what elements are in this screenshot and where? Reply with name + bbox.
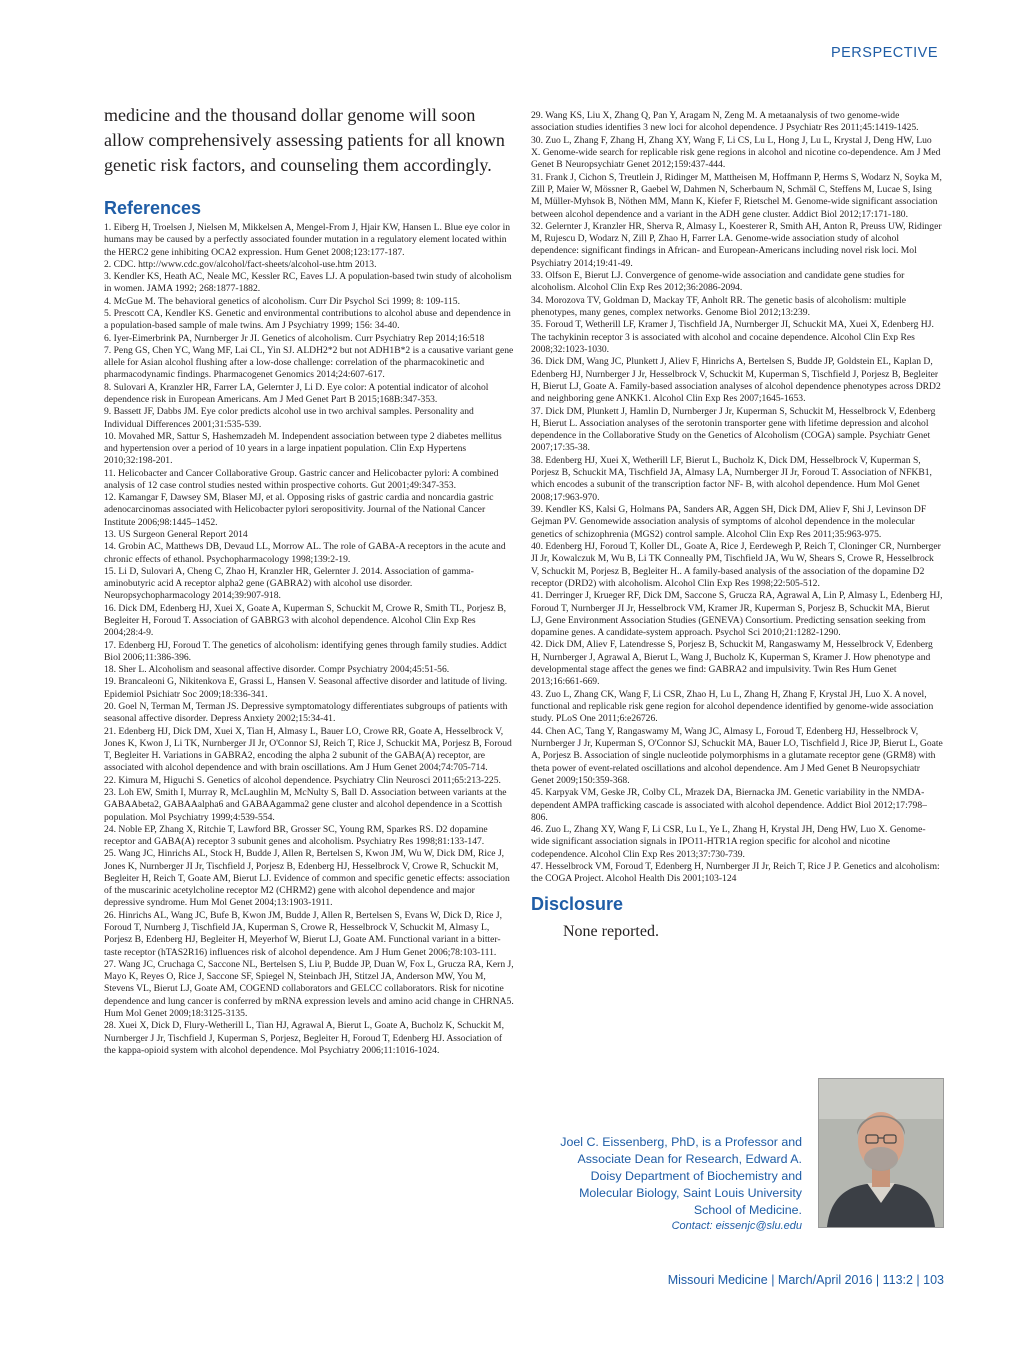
- intro-paragraph: medicine and the thousand dollar genome will soon allow comprehensively assessing patients for all known genetic risk factors, and counseling them accordingly.: [104, 105, 505, 175]
- reference-item: 15. Li D, Sulovari A, Cheng C, Zhao H, Kranzler HR, Gelernter J. 2014. Association of gamma- aminobutyric acid A receptor alpha2 gene (GABRA2) with alcohol use disorder. Neuropsychopharmacology 2014;39:907-918.: [104, 565, 474, 602]
- reference-item: 34. Morozova TV, Goldman D, Mackay TF, Anholt RR. The genetic basis of alcoholism: multiple phenotypes, many genes, complex networks. Genome Biol 2012;13:239.: [531, 294, 907, 318]
- reference-item: 41. Derringer J, Krueger RF, Dick DM, Saccone S, Grucza RA, Agrawal A, Lin P, Almasy L, Edenberg HJ, Foroud T, Nurnberger JI Jr, Hesselbrock VM, Kramer JR, Kuperman S, Porjesz B, Schuckit MA, Bierut LJ, Gene Environment Association Studies (GENEVA) Consortium. Predicting sensation seeking from dopamine genes. A candidate-system approach. Psychol Sci 2010;21:1282-1290.: [531, 590, 943, 639]
- reference-item: 2. CDC. http://www.cdc.gov/alcohol/fact-sheets/alcohol-use.htm 2013.: [104, 258, 377, 270]
- reference-item: 19. Brancaleoni G, Nikitenkova E, Grassi L, Hansen V. Seasonal affective disorder and latitude of living. Epidemiol Psichiatr Soc 2009;18:336-341.: [104, 676, 508, 700]
- reference-item: 44. Chen AC, Tang Y, Rangaswamy M, Wang JC, Almasy L, Foroud T, Edenberg HJ, Hesselbrock V, Nurnberger J Jr, Kuperman S, O'Connor SJ, Schuckit MA, Bauer LO, Tischfield J, Rice JP, Bierut L, Goate A, Porjesz B. Association of single nucleotide polymorphisms in a glutamate receptor gene (GRM8) with theta power of event-related oscillations and alcohol dependence. Am J Med Genet B Neuropsychiatr Genet 2009;150:359-368.: [531, 725, 943, 786]
- reference-item: 46. Zuo L, Zhang XY, Wang F, Li CSR, Lu L, Ye L, Zhang H, Krystal JH, Deng HW, Luo X. Genome-wide significant association signals in IPO11-HTR1A region specific for alcohol and nicotine codependence. Alcohol Clin Exp Res 2013;37:730-739.: [531, 824, 926, 860]
- author-photo: [818, 1078, 944, 1228]
- reference-item: 17. Edenberg HJ, Foroud T. The genetics of alcoholism: identifying genes through family studies. Addict Biol 2006;11:386-396.: [104, 639, 507, 663]
- section-tag: PERSPECTIVE: [830, 45, 938, 61]
- reference-item: 9. Bassett JF, Dabbs JM. Eye color predicts alcohol use in two archival samples. Personality and Individual Differences 2001;31:535-539.: [104, 406, 474, 430]
- disclosure-text: None reported.: [563, 922, 659, 940]
- reference-item: 37. Dick DM, Plunkett J, Hamlin D, Nurnberger J Jr, Kuperman S, Schuckit M, Hesselbrock V, Edenberg H, Bierut L. Association analyses of the serotonin transporter gene with lifetime depression and alcohol dependence in the Collaborative Study on the Genetics of Alcoholism (COGA) sample. Psychiatr Genet 2007;17:35-38.: [531, 405, 936, 454]
- reference-item: 11. Helicobacter and Cancer Collaborative Group. Gastric cancer and Helicobacter pylori: A combined analysis of 12 case control studies nested within prospective cohorts. Gut 2001;49:347-353.: [104, 467, 499, 491]
- reference-item: 16. Dick DM, Edenberg HJ, Xuei X, Goate A, Kuperman S, Schuckit M, Crowe R, Smith TL, Porjesz B, Begleiter H, Foroud T. Association of GABRG3 with alcohol dependence. Alcohol Clin Exp Res 2004;28:4-9.: [104, 602, 507, 639]
- reference-item: 45. Karpyak VM, Geske JR, Colby CL, Mrazek DA, Biernacka JM. Genetic variability in the NMDA-dependent AMPA trafficking cascade is associated with alcohol dependence. Addict Biol 2012;17:798–806.: [531, 787, 927, 823]
- reference-item: 40. Edenberg HJ, Foroud T, Koller DL, Goate A, Rice J, Eerdewegh P, Reich T, Cloninger CR, Nurnberger JI Jr, Kowalczuk M, Wu B, Li TK Conneally PM, Tischfield JA, Wu W, Shears S, Crowe R, Hesselbrock V, Schuckit M, Porjesz B, Begleiter H.. A family-based analysis of the association of the dopamine D2 receptor (DRD2) with alcoholism. Alcohol Clin Exp Res 1998;22:505-512.: [531, 540, 941, 589]
- reference-item: 1. Eiberg H, Troelsen J, Nielsen M, Mikkelsen A, Mengel-From J, Hjair KW, Hansen L. Blue eye color in humans may be caused by a perfectly associated founder mutation in a regulatory element located within the HERC2 gene inhibiting OCA2 expression. Hum Genet 2008;123:177-187.: [104, 222, 511, 258]
- reference-item: 24. Noble EP, Zhang X, Ritchie T, Lawford BR, Grosser SC, Young RM, Sparkes RS. D2 dopamine receptor and GABA(A) receptor 3 subunit genes and alcoholism. Psychiatry Res 1998;81:133-147.: [104, 823, 488, 848]
- reference-item: 23. Loh EW, Smith I, Murray R, McLaughlin M, McNulty S, Ball D. Association between variants at the GABAAbeta2, GABAAalpha6 and GABAAgamma2 gene cluster and alcohol dependence in a Scottish population. Mol Psychiatry 1999;4:539-554.: [104, 786, 507, 823]
- reference-item: 31. Frank J, Cichon S, Treutlein J, Ridinger M, Mattheisen M, Hoffmann P, Herms S, Wodarz N, Soyka M, Zill P, Maier W, Mössner R, Gaebel W, Dahmen N, Scherbaum N, Schmäl C, Steffens M, Lucae S, Ising M, Müller-Myhsok B, Nöthen MM, Mann K, Kiefer F, Rietschel M. Genome-wide significant association between alcohol dependence and a variant in the ADH gene cluster. Addict Biol 2012;17:171-180.: [531, 171, 942, 220]
- reference-item: 4. McGue M. The behavioral genetics of alcoholism. Curr Dir Psychol Sci 1999; 8: 109-115.: [104, 295, 460, 307]
- references-list-left: [104, 222, 514, 1057]
- author-bio: [552, 1134, 802, 1234]
- reference-item: 8. Sulovari A, Kranzler HR, Farrer LA, Gelernter J, Li D. Eye color: A potential indicator of alcohol dependence risk in European Americans. Am J Med Genet Part B 2015;168B:347-353.: [104, 381, 489, 405]
- reference-item: 25. Wang JC, Hinrichs AL, Stock H, Budde J, Allen R, Bertelsen S, Kwon JM, Wu W, Dick DM, Rice J, Jones K, Nurnberger JI Jr, Tischfield J, Porjesz B, Edenberg HJ, Hesselbrock V, Crowe R, Schuckit M, Begleiter H, Reich T, Goate AM, Bierut LJ. Evidence of common and specific genetic effects: association of the muscarinic acetylcholine receptor M2 (CHRM2) gene with alcohol dependence and major depressive syndrome. Hum Mol Genet 2004;13:1903-1911.: [104, 848, 510, 909]
- reference-item: 33. Olfson E, Bierut LJ. Convergence of genome-wide association and candidate gene studies for alcoholism. Alcohol Clin Exp Res 2012;36:2086-2094.: [531, 270, 905, 294]
- author-portrait-image: [819, 1079, 943, 1227]
- reference-item: 20. Goel N, Terman M, Terman JS. Depressive symptomatology differentiates subgroups of patients with seasonal affective disorder. Depress Anxiety 2002;15:34-41.: [104, 700, 508, 725]
- reference-item: 36. Dick DM, Wang JC, Plunkett J, Aliev F, Hinrichs A, Bertelsen S, Budde JP, Goldstein EL, Kaplan D, Edenberg HJ, Nurnberger J Jr, Hesselbrock V, Schuckit M, Kuperman S, Tischfield J, Porjesz B, Begleiter H, Bierut LJ, Goate A. Family-based association analyses of alcohol dependence phenotypes across DRD2 and neighboring gene ANKK1. Alcohol Clin Exp Res 2007;1645-1653.: [531, 356, 941, 405]
- reference-item: 6. Iyer-Eimerbrink PA, Nurnberger Jr JI. Genetics of alcoholism. Curr Psychiatry Rep 2014;16:518: [104, 332, 485, 344]
- reference-item: 27. Wang JC, Cruchaga C, Saccone NL, Bertelsen S, Liu P, Budde JP, Duan W, Fox L, Grucza RA, Kern J, Mayo K, Reyes O, Rice J, Saccone SF, Spiegel N, Steinbach JH, Stitzel JA, Anderson MW, You M, Stevens VL, Bierut LJ, Goate AM, COGEND collaborators and GELCC collaborators. Risk for nicotine dependence and lung cancer is conferred by mRNA expression levels and amino acid change in CHRNA5. Hum Mol Genet 2009;18:3125-3135.: [104, 958, 514, 1019]
- author-bio-line: Joel C. Eissenberg, PhD, is a Professor and: [560, 1135, 802, 1149]
- reference-item: 22. Kimura M, Higuchi S. Genetics of alcohol dependence. Psychiatry Clin Neurosci 2011;65:213-225.: [104, 774, 501, 786]
- right-column: [531, 110, 943, 941]
- disclosure-heading: Disclosure: [531, 893, 624, 914]
- references-heading: References: [104, 198, 202, 218]
- author-bio-line: School of Medicine.: [693, 1203, 802, 1217]
- author-contact: Contact: eissenjc@slu.edu: [671, 1220, 802, 1232]
- page-footer: Missouri Medicine | March/April 2016 | 113:2 | 103: [667, 1273, 944, 1287]
- reference-item: 32. Gelernter J, Kranzler HR, Sherva R, Almasy L, Koesterer R, Smith AH, Anton R, Preuss UW, Ridinger M, Rujescu D, Wodarz N, Zill P, Zhao H, Farrer LA. Genome-wide association study of alcohol dependence: significant findings in African- and European-Americans including novel risk loci. Mol Psychiatry 2014;19:41-49.: [531, 220, 942, 269]
- left-column: [104, 103, 514, 1057]
- reference-item: 28. Xuei X, Dick D, Flury-Wetherill L, Tian HJ, Agrawal A, Bierut L, Goate A, Bucholz K, Schuckit M, Nurnberger J Jr, Tischfield J, Kuperman S, Porjesz, Begleiter H, Foroud T, Edenberg HJ. Association of the kappa-opioid system with alcohol dependence. Mol Psychiatry 2006;11:1016-1024.: [104, 1020, 504, 1056]
- reference-item: 10. Movahed MR, Sattur S, Hashemzadeh M. Independent association between type 2 diabetes mellitus and hypertension over a period of 10 years in a large inpatient population. Clin Exp Hypertens 2010;32:198-201.: [104, 430, 502, 467]
- reference-item: 7. Peng GS, Chen YC, Wang MF, Lai CL, Yin SJ. ALDH2*2 but not ADH1B*2 is a causative variant gene allele for Asian alcohol flushing after a low-dose challenge: correlation of the pharmacokinetic and pharmacodynamic findings. Pharmacogenet Genomics 2014;24:607-617.: [104, 344, 514, 381]
- reference-item: 39. Kendler KS, Kalsi G, Holmans PA, Sanders AR, Aggen SH, Dick DM, Aliev F, Shi J, Levinson DF Gejman PV. Genomewide association analysis of symptoms of alcohol dependence in the molecular genetics of schizophrenia (MGS2) control sample. Alcohol Clin Exp Res 2011;35:963-975.: [531, 504, 927, 540]
- reference-item: 29. Wang KS, Liu X, Zhang Q, Pan Y, Aragam N, Zeng M. A metaanalysis of two genome-wide association studies identifies 3 new loci for alcohol dependence. J Psychiatr Res 2011;45:1419-1425.: [531, 110, 919, 134]
- references-list-right: [531, 110, 943, 886]
- reference-item: 26. Hinrichs AL, Wang JC, Bufe B, Kwon JM, Budde J, Allen R, Bertelsen S, Evans W, Dick D, Rice J, Foroud T, Nurnberg J, Tischfield JA, Kuperman S, Crowe R, Hesselbrock V, Schuckit M, Almasy L, Porjesz B, Edenberg HJ, Begleiter H, Meyerhof W, Bierut LJ, Goate AM. Functional variant in a bitter-taste receptor (hTAS2R16) influences risk of alcohol dependence. Am J Hum Genet 2006;78:103-111.: [104, 909, 502, 958]
- reference-item: 43. Zuo L, Zhang CK, Wang F, Li CSR, Zhao H, Lu L, Zhang H, Zhang F, Krystal JH, Luo X. A novel, functional and replicable risk gene region for alcohol dependence identified by genome-wide association study. PLoS One 2011;6:e26726.: [531, 688, 934, 725]
- reference-item: 12. Kamangar F, Dawsey SM, Blaser MJ, et al. Opposing risks of gastric cardia and noncardia gastric adenocarcinomas associated with Helicobacter pylori seropositivity. Journal of the National Cancer Institute 2006;98:1445–1452.: [104, 492, 494, 528]
- reference-item: 21. Edenberg HJ, Dick DM, Xuei X, Tian H, Almasy L, Bauer LO, Crowe RR, Goate A, Hesselbrock V, Jones K, Kwon J, Li TK, Nurnberger JI Jr, O'Connor SJ, Reich T, Rice J, Schuckit MA, Porjesz B, Foroud T, Begleiter H. Variations in GABRA2, encoding the alpha 2 subunit of the GABA(A) receptor, are associated with alcohol dependence and with brain oscillations. Am J Hum Genet 2004;74:705-714.: [104, 725, 512, 774]
- reference-item: 42. Dick DM, Aliev F, Latendresse S, Porjesz B, Schuckit M, Rangaswamy M, Hesselbrock V, Edenberg H, Nurnberger J, Agrawal A, Bierut L, Wang J, Bucholz K, Kuperman S, Kramer J. How phenotype and developmental stage affect the genes we find: GABRA2 and impulsivity. Twin Res Hum Genet 2013;16:661-669.: [531, 639, 933, 688]
- reference-item: 47. Hesselbrock VM, Foroud T, Edenberg H, Nurnberger JI Jr, Reich T, Rice J P. Genetics and alcoholism: the COGA Project. Alcohol Health Dis 2001;103-124: [531, 861, 940, 885]
- reference-item: 13. US Surgeon General Report 2014: [104, 529, 248, 541]
- author-bio-line: Molecular Biology, Saint Louis University: [579, 1186, 802, 1200]
- reference-item: 3. Kendler KS, Heath AC, Neale MC, Kessler RC, Eaves LJ. A population-based twin study of alcoholism in women. JAMA 1992; 268:1877-1882.: [104, 271, 512, 295]
- reference-item: 5. Prescott CA, Kendler KS. Genetic and environmental contributions to alcohol abuse and dependence in a population-based sample of male twins. Am J Psychiatry 1999; 156: 34-40.: [104, 307, 511, 332]
- reference-item: 35. Foroud T, Wetherill LF, Kramer J, Tischfield JA, Nurnberger JI, Schuckit MA, Xuei X, Edenberg HJ. The tachykinin receptor 3 is associated with alcohol and cocaine dependence. Alcohol Clin Exp Res 2008;32:1023-1030.: [531, 319, 934, 355]
- reference-item: 30. Zuo L, Zhang F, Zhang H, Zhang XY, Wang F, Li CS, Lu L, Hong J, Lu L, Krystal J, Deng HW, Luo X. Genome-wide search for replicable risk gene regions in alcohol and nicotine co-dependence. Am J Med Genet B Neuropsychiatr Genet 2012;159:437-444.: [531, 134, 941, 171]
- reference-item: 18. Sher L. Alcoholism and seasonal affective disorder. Compr Psychiatry 2004;45:51-56.: [104, 664, 450, 676]
- author-bio-line: Associate Dean for Research, Edward A.: [577, 1152, 802, 1166]
- author-bio-line: Doisy Department of Biochemistry and: [590, 1169, 802, 1183]
- reference-item: 38. Edenberg HJ, Xuei X, Wetherill LF, Bierut L, Bucholz K, Dick DM, Hesselbrock V, Kuperman S, Porjesz B, Schuckit MA, Tischfield JA, Almasy LA, Nurnberger JI Jr, Foroud T. Association of NFKB1, which encodes a subunit of the transcription factor NF- B, with alcohol dependence. Hum Mol Genet 2008;17:963-970.: [531, 454, 932, 503]
- reference-item: 14. Grobin AC, Matthews DB, Devaud LL, Morrow AL. The role of GABA-A receptors in the acute and chronic effects of ethanol. Psychopharmacology 1998;139:2-19.: [104, 541, 506, 565]
